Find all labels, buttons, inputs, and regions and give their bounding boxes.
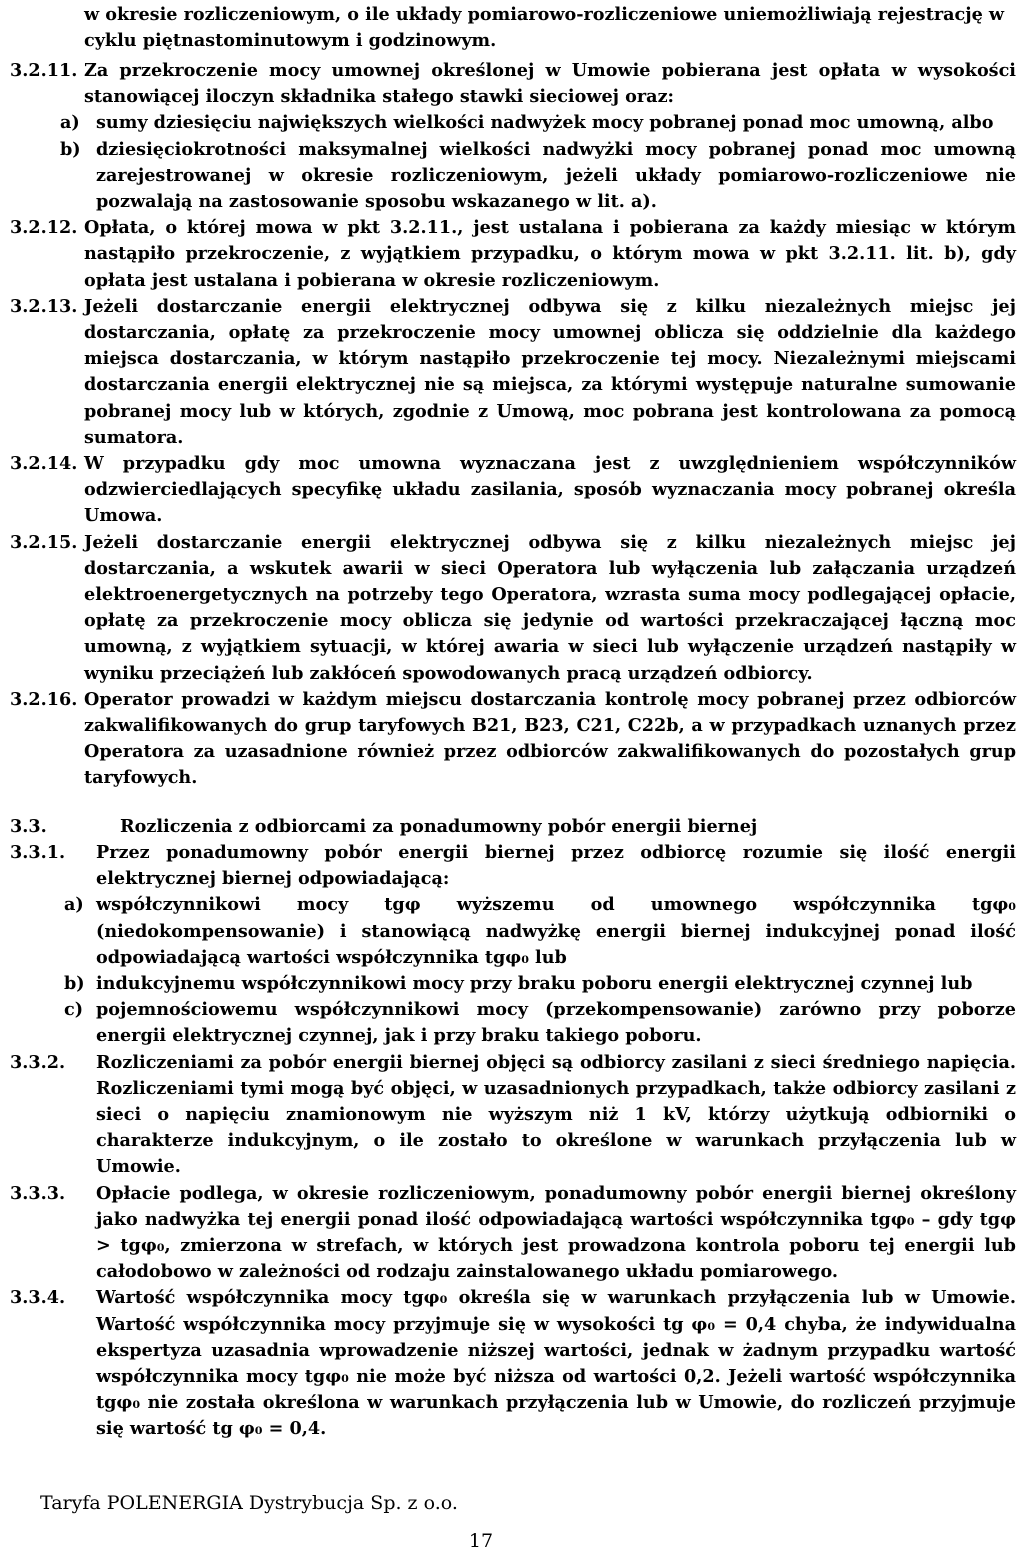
list-item-label: c) [64,999,84,1021]
paragraph-number: 3.3.1. [10,842,66,863]
list-item [60,137,1016,216]
paragraph-text: Jeżeli dostarczanie energii elektrycznej odbywa się z kilku niezależnych miejsc jej dostarczania, a wskutek awarii w sieci Operatora lub wyłączenia lub załączania urządzeń elektroenergetycznych na potrzeby tego Operatora, wzrasta suma mocy podlegającej opłacie, opłatę za przekroczenie mocy oblicza się jedynie od wartości przekraczającej łączną moc umowną, z wyjątkiem sytuacji, w której awaria w sieci lub wyłączenie urządzeń nastąpiły w wyniku przeciążeń lub zakłóceń spowodowanych pracą urządzeń odbiorcy. [84,531,1016,684]
paragraph-3-2-11 [0,58,1024,110]
section-title: Rozliczenia z odbiorcami za ponadumowny pobór energii biernej [120,816,758,837]
paragraph-number: 3.3.4. [10,1287,66,1309]
list-item-text: indukcyjnemu współczynnikowi mocy przy braku poboru energii elektrycznej czynnej lub [96,973,973,995]
paragraph-number: 3.2.11. [10,60,78,81]
list-item [64,997,1016,1049]
list-item-label: b) [60,138,81,160]
list-item-text: sumy dziesięciu największych wielkości nadwyżek mocy pobranej ponad moc umowną, albo [96,112,994,134]
paragraph-3-2-13 [0,294,1024,451]
paragraph-text: Za przekroczenie mocy umownej określonej w Umowie pobierana jest opłata w wysokości stanowiącej iloczyn składnika stałego stawki sieciowej oraz: [84,60,1016,108]
list-item-text: współczynnikowi mocy tgφ wyższemu od umownego współczynnika tgφ₀ (niedokompensowanie) i stanowiącą nadwyżkę energii biernej indukcyjnej ponad ilość odpowiadającą wartości współczynnika tgφ₀ lub [96,894,1016,968]
paragraph-3-3-2 [0,1050,1024,1181]
page-number: 17 [468,1530,494,1552]
paragraph-number: 3.2.14. [10,453,78,475]
paragraph-text: Rozliczeniami za pobór energii biernej objęci są odbiorcy zasilani z sieci średniego napięcia. Rozliczeniami tymi mogą być objęci, w uzasadnionych przypadkach, także odbiorcy zasilani z sieci o napięciu znamionowym nie wyższym niż 1 kV, którzy użytkują odbiorniki o charakterze indukcyjnym, o ile zostało to określone w warunkach przyłączenia lub w Umowie. [96,1051,1016,1178]
list-item [64,892,1016,971]
section-number: 3.3. [10,816,47,837]
continuation-text: w okresie rozliczeniowym, o ile układy pomiarowo-rozliczeniowe uniemożliwiają rejestrację w cyklu piętnastominutowym i godzinowym. [84,4,1005,52]
paragraph-text: Operator prowadzi w każdym miejscu dostarczania kontrolę mocy pobranej przez odbiorców zakwalifikowanych do grup taryfowych B21, B23, C21, C22b, a w przypadkach uznanych przez Operatora za uzasadnione również przez odbiorców zakwalifikowanych do pozostałych grup taryfowych. [84,688,1016,789]
list-item-text: pojemnościowemu współczynnikowi mocy (przekompensowanie) zarówno przy poborze energii elektrycznej czynnej, jak i przy braku takiego poboru. [96,999,1016,1047]
paragraph-3-2-11-items [60,110,1016,215]
paragraph-text: Jeżeli dostarczanie energii elektrycznej odbywa się z kilku niezależnych miejsc jej dostarczania, opłatę za przekroczenie mocy umownej oblicza się oddzielnie dla każdego miejsca dostarczania, w którym nastąpiło przekroczenie tej mocy. Niezależnymi miejscami dostarczania energii elektrycznej nie są miejsca, za którymi występuje naturalne sumowanie pobranej mocy lub w których, zgodnie z Umową, moc pobrana jest kontrolowana za pomocą sumatora. [84,295,1016,448]
list-item-text: dziesięciokrotności maksymalnej wielkości nadwyżki mocy pobranej ponad moc umowną zarejestrowanej w okresie rozliczeniowym, jeżeli układy pomiarowo-rozliczeniowe nie pozwalają na zastosowanie sposobu wskazanego w lit. a). [96,138,1016,213]
paragraph-number: 3.3.3. [10,1182,66,1204]
document-footer: Taryfa POLENERGIA Dystrybucja Sp. z o.o. [40,1492,458,1514]
paragraph-number: 3.2.16. [10,688,78,710]
list-item-label: a) [64,894,84,916]
continuation-block [0,2,1024,54]
list-item-label: b) [64,973,85,995]
paragraph-3-2-16 [0,687,1024,792]
continuation-paragraph [0,2,1024,54]
paragraph-text: W przypadku gdy moc umowna wyznaczana jest z uwzględnieniem współczynników odzwierciedlających specyfikę układu zasilania, sposób wyznaczania mocy pobranej określa Umowa. [84,453,1016,527]
section-heading [0,814,1024,840]
list-item [64,971,1016,997]
section-3-3 [0,814,1024,1443]
paragraph-number: 3.3.2. [10,1051,66,1073]
paragraph-number: 3.2.13. [10,295,78,317]
paragraph-3-3-1 [0,840,1024,892]
paragraph-3-3-3 [0,1181,1024,1286]
paragraph-3-2-12 [0,215,1024,294]
paragraph-3-2-14 [0,451,1024,530]
paragraph-text: Opłacie podlega, w okresie rozliczeniowym, ponadumowny pobór energii biernej określony jako nadwyżka tej energii ponad ilość odpowiadającą wartości współczynnika tgφ₀ – gdy tgφ > tgφ₀, zmierzona w strefach, w których jest prowadzona kontrola poboru tej energii lub całodobowo w zależności od rodzaju zainstalowanego układu pomiarowego. [96,1182,1016,1283]
paragraph-3-3-4 [0,1285,1024,1442]
paragraph-number: 3.2.15. [10,531,78,553]
paragraph-3-3-1-items [64,892,1016,1049]
paragraph-text: Wartość współczynnika mocy tgφ₀ określa się w warunkach przyłączenia lub w Umowie. Wartość współczynnika mocy przyjmuje się w wysokości tg φ₀ = 0,4 chyba, że indywidualna ekspertyza uzasadnia wprowadzenie niższej wartości, jednak w żadnym przypadku wartość współczynnika mocy tgφ₀ nie może być niższa od wartości 0,2. Jeżeli wartość współczynnika tgφ₀ nie została określona w warunkach przyłączenia lub w Umowie, do rozliczeń przyjmuje się wartość tg φ₀ = 0,4. [96,1287,1016,1440]
section-3-2-entries [0,58,1024,792]
paragraph-3-2-15 [0,530,1024,687]
paragraph-text: Przez ponadumowny pobór energii biernej przez odbiorcę rozumie się ilość energii elektrycznej biernej odpowiadającą: [96,842,1016,890]
paragraph-text: Opłata, o której mowa w pkt 3.2.11., jest ustalana i pobierana za każdy miesiąc w którym nastąpiło przekroczenie, z wyjątkiem przypadku, o którym mowa w pkt 3.2.11. lit. b), gdy opłata jest ustalana i pobierana w okresie rozliczeniowym. [84,217,1016,291]
paragraph-number: 3.2.12. [10,217,78,239]
list-item-label: a) [60,112,80,134]
list-item [60,110,1016,136]
